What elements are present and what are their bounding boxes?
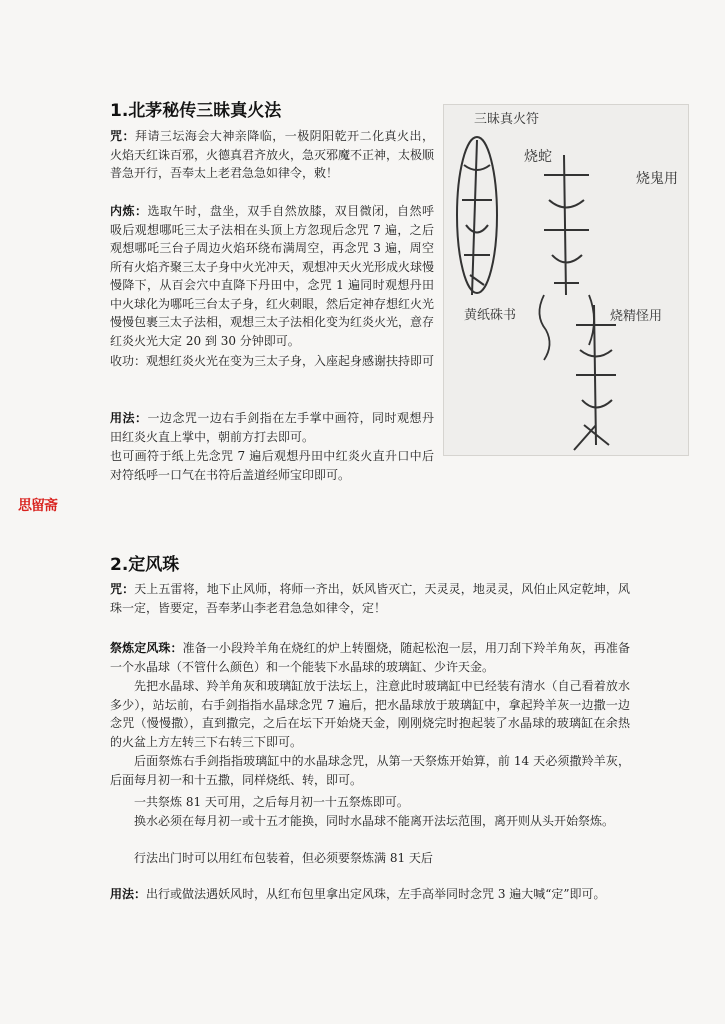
section1-usage-2: 也可画符于纸上先念咒 7 遍后观想丹田中红炎火直升口中后对符纸呼一口气在书符后盖道经师宝印即可。 bbox=[110, 449, 434, 482]
section2-refine bbox=[110, 639, 630, 676]
talisman-image bbox=[443, 104, 689, 456]
section1-title: 1.北茅秘传三昧真火法 bbox=[110, 101, 282, 121]
section2-refine-p5: 换水必须在每月初一或十五才能换，同时水晶球不能离开法坛范围，离开则从头开始祭炼。 bbox=[134, 814, 615, 828]
section2-usage bbox=[110, 885, 630, 904]
talisman-label-4: 烧精怪用 bbox=[610, 309, 663, 324]
mantra-text-2: 天上五雷将，地下止风师，将师一齐出，妖风皆灭亡，天灵灵，地灵灵，风伯止风定乾坤，风珠一定，皆要定，吾奉茅山李老君急急如律令，定！ bbox=[110, 582, 630, 615]
section1-mantra bbox=[110, 127, 434, 183]
mantra-label: 咒： bbox=[110, 129, 135, 143]
usage-text-2: 出行或做法遇妖风时，从红布包里拿出定风珠，左手高举同时念咒 3 遍大喊“定”即可。 bbox=[146, 887, 606, 901]
section2-title: 2.定风珠 bbox=[110, 555, 180, 575]
section1-practice bbox=[110, 202, 434, 350]
practice-text: 选取午时，盘坐，双手自然放膝，双目微闭，自然呼吸后观想哪吒三太子法相在头顶上方忽现后念咒 7 遍，之后观想哪吒三台子周边火焰环绕布满周空，再念咒 3 遍，周空所有火焰齐聚三太子身中火光冲天，观想冲天火光形成火球慢慢降下，从百会穴中直降下丹田中，念咒 1 遍同时观想丹田中火球化为哪吒三台太子身，红火刺眼，然后定神存想红火光慢慢包裹三太子法相，观想三太子法相化变为红炎火光，意存红炎火光大定 20 到 30 分钟即可。 bbox=[110, 204, 435, 348]
talisman-caption: 三昧真火符 bbox=[474, 112, 540, 127]
watermark-stamp: 思留斋 bbox=[18, 498, 57, 514]
practice-label: 内炼： bbox=[110, 204, 148, 218]
section1-retract: 收功：观想红炎火光在变为三太子身，入座起身感谢扶持即可 bbox=[110, 354, 435, 368]
talisman-label-3: 黄纸硃书 bbox=[464, 308, 517, 323]
section2-refine-p6: 行法出门时可以用红布包装着，但必须要祭炼满 81 天后 bbox=[134, 851, 433, 865]
mantra-text: 拜请三坛海会大神亲降临，一极阴阳乾开二化真火出，火焰天红诛百邪，火德真君齐放火，急灭邪魔不正神，太极顺普急开行，吾奉太上老君急急如律令，敕！ bbox=[110, 129, 435, 180]
section2-refine-p4: 一共祭炼 81 天可用，之后每月初一十五祭炼即可。 bbox=[134, 795, 409, 809]
refine-label: 祭炼定风珠： bbox=[110, 641, 183, 655]
talisman-label-1: 烧蛇 bbox=[524, 149, 552, 165]
section2-mantra bbox=[110, 580, 630, 617]
refine-text: 准备一小段羚羊角在烧红的炉上转圈烧，随起松泡一层，用刀刮下羚羊角灰，再准备一个水晶球（不管什么颜色）和一个能装下水晶球的玻璃缸、少许天金。 bbox=[110, 641, 630, 674]
usage-label: 用法： bbox=[110, 411, 148, 425]
section2-refine-p2: 先把水晶球、羚羊角灰和玻璃缸放于法坛上，注意此时玻璃缸中已经装有清水（自己看着放水多少），站坛前，右手剑指指水晶球念咒 7 遍后，把水晶球放于玻璃缸中，拿起羚羊灰一边撒一边念咒（慢慢撒），直到撒完，之后在坛下开始烧天金，刚刚烧完时抱起装了水晶球的玻璃缸在余热的火盆上方左转三下右转三下即可。 bbox=[110, 679, 630, 749]
talisman-label-2: 烧鬼用 bbox=[636, 171, 678, 187]
talisman-drawing bbox=[444, 105, 688, 455]
usage-text: 一边念咒一边右手剑指在左手掌中画符，同时观想丹田红炎火直上掌中，朝前方打去即可。 bbox=[110, 411, 434, 444]
mantra-label-2: 咒： bbox=[110, 582, 135, 596]
section2-refine-p3: 后面祭炼右手剑指指玻璃缸中的水晶球念咒，从第一天祭炼开始算，前 14 天必须撒羚羊灰，后面每月初一和十五撒，同样烧纸、转，即可。 bbox=[110, 754, 630, 787]
section1-usage bbox=[110, 409, 434, 446]
usage-label-2: 用法： bbox=[110, 887, 147, 901]
